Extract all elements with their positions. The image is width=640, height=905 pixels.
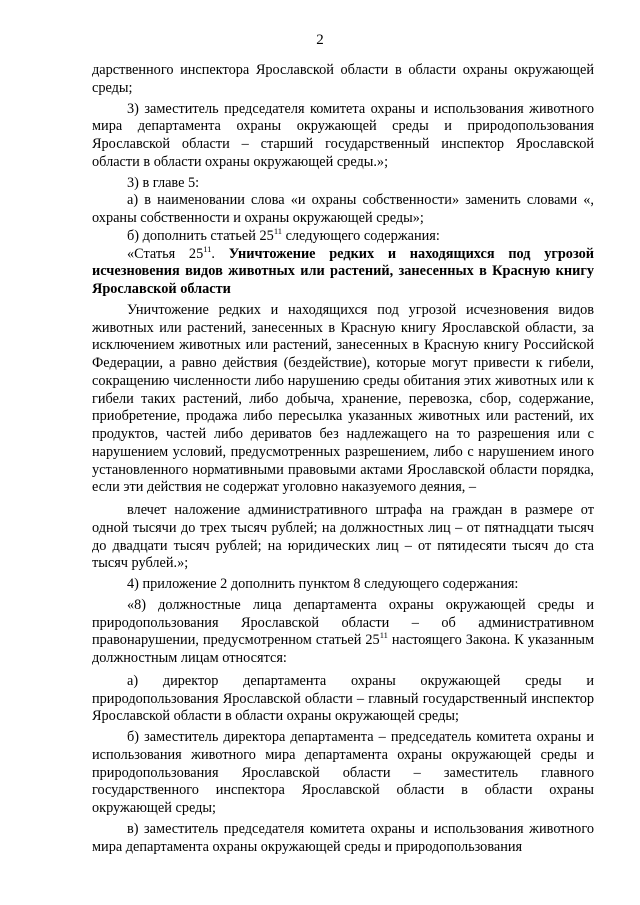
paragraph-11: а) директор департамента охраны окружающей среды и природопользования Ярославской области – главный государственный инспектор Ярославской области в области охраны окружающей среды; [92, 672, 594, 725]
document-body [92, 62, 594, 856]
article-title: Уничтожение редких и находящихся под угрозой исчезновения видов животных или растений, занесенных в Красную книгу Ярославской области [92, 245, 595, 297]
paragraph-1: дарственного инспектора Ярославской области в области охраны окружающей среды; [92, 62, 594, 96]
paragraph-5-tail: следующего содержания: [282, 227, 440, 244]
paragraph-10 [92, 597, 594, 668]
paragraph-12: б) заместитель директора департамента – председатель комитета охраны и использования животного мира департамента охраны окружающей среды и природопользования Ярославской области – заместитель главного государственного инспектора Ярославской области в области охраны окружающей среды; [92, 729, 594, 816]
paragraph-9: 4) приложение 2 дополнить пунктом 8 следующего содержания: [127, 576, 519, 592]
paragraph-5 [92, 225, 594, 246]
paragraph-10-text: «8) должностные лица департамента охраны окружающей среды и природопользования Ярославской области – об административном правонарушении, предусмотренном статьей 25 [92, 596, 594, 649]
paragraph-5-text: б) дополнить статьей 25 [127, 227, 274, 244]
paragraph-3: 3) в главе 5: [127, 174, 200, 191]
paragraph-8: влечет наложение административного штрафа на граждан в размере от одной тысячи до трех тысяч рублей; на должностных лиц – от пятнадцати тысяч до двадцати тысяч рублей; на юридических лиц – от пятидесяти тысяч до ста тысяч рублей.»; [92, 502, 594, 572]
article-label: «Статья 25 [127, 245, 204, 262]
paragraph-13: в) заместитель председателя комитета охраны и использования животного мира департамента охраны окружающей среды и природопользования [92, 820, 594, 855]
paragraph-2: 3) заместитель председателя комитета охраны и использования животного мира департамента охраны окружающей среды и природопользования Ярославской области – старший государственный инспектор Ярославской области в области охраны окружающей среды.»; [92, 100, 594, 170]
article-label-dot: . [211, 245, 229, 262]
article-heading [92, 243, 595, 299]
page-number: 2 [316, 32, 324, 48]
article-heading-superscript: 11 [203, 243, 212, 254]
paragraph-4: а) в наименовании слова «и охраны собственности» заменить словами «, охраны собственности и охраны окружающей среды»; [92, 192, 594, 226]
paragraph-10-tail: настоящего Закона. К указанным должностным лицам относятся: [92, 632, 594, 666]
paragraph-10-superscript: 11 [379, 630, 388, 641]
article-superscript: 11 [273, 225, 282, 236]
paragraph-7: Уничтожение редких и находящихся под угрозой исчезновения видов животных или растений, занесенных в Красную книгу Ярославской области, за исключением животных или растений, занесенных в Красную книгу Российской Федерации, а равно действия (бездействие), которые могут привести к гибели, сокращению численности либо нарушению среды обитания этих животных или к гибели таких растений, либо добыча, хранение, перевозка, сбор, содержание, приобретение, продажа либо пересылка указанных животных или растений, их продуктов, частей либо дериватов без надлежащего на то разрешения или с нарушением условий, предусмотренных разрешением, либо с нарушением иного установленного нормативными правовыми актами Ярославской области порядка, если эти действия не содержат уголовно наказуемого деяния, – [92, 301, 594, 496]
